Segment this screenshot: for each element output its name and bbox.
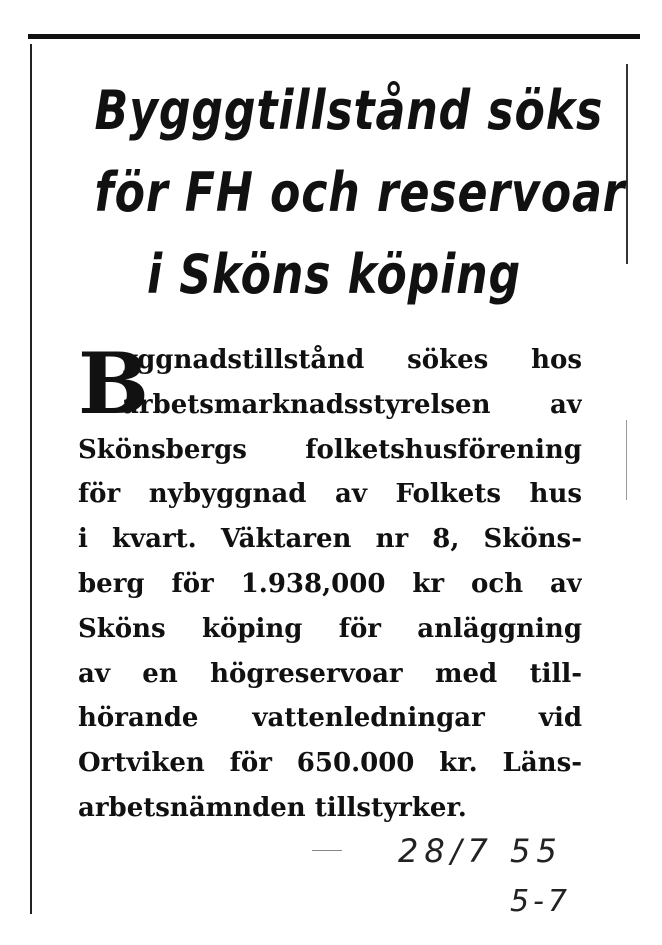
article-line-7: Sköns köping för anläggning [78, 613, 582, 644]
headline [94, 70, 626, 316]
article-line-11: arbetsnämnden tillstyrker. [78, 792, 467, 823]
headline-line-1: Bygggtillstånd söks [94, 79, 604, 142]
article-line-10: Ortviken för 650.000 kr. Läns- [78, 748, 582, 779]
handwritten-date: 28/7 55 [398, 832, 563, 870]
left-rule [30, 44, 32, 914]
article-line-4: för nybyggnad av Folkets hus [78, 479, 582, 510]
article-line-3: Skönsbergs folketshusförening [78, 434, 582, 465]
headline-line-2: för FH och reservoar [94, 161, 626, 224]
article-line-6: berg för 1.938,000 kr och av [78, 568, 582, 599]
right-margin-mark [626, 420, 627, 500]
dash-mark [312, 850, 342, 851]
top-rule [28, 34, 640, 39]
article-line-5: i kvart. Väktaren nr 8, Sköns- [78, 524, 582, 555]
article-line-2: arbetsmarknadsstyrelsen av [122, 389, 582, 420]
article-line-9: hörande vattenledningar vid [78, 703, 582, 734]
headline-line-3: i Sköns köping [147, 243, 521, 306]
right-rule [626, 64, 628, 264]
handwritten-code: 5-7 [510, 884, 571, 919]
article-line-1: yggnadstillstånd sökes hos [122, 345, 582, 375]
drop-cap: B [78, 334, 149, 433]
article-body [78, 334, 582, 831]
article-line-8: av en högreservoar med till- [78, 658, 582, 689]
